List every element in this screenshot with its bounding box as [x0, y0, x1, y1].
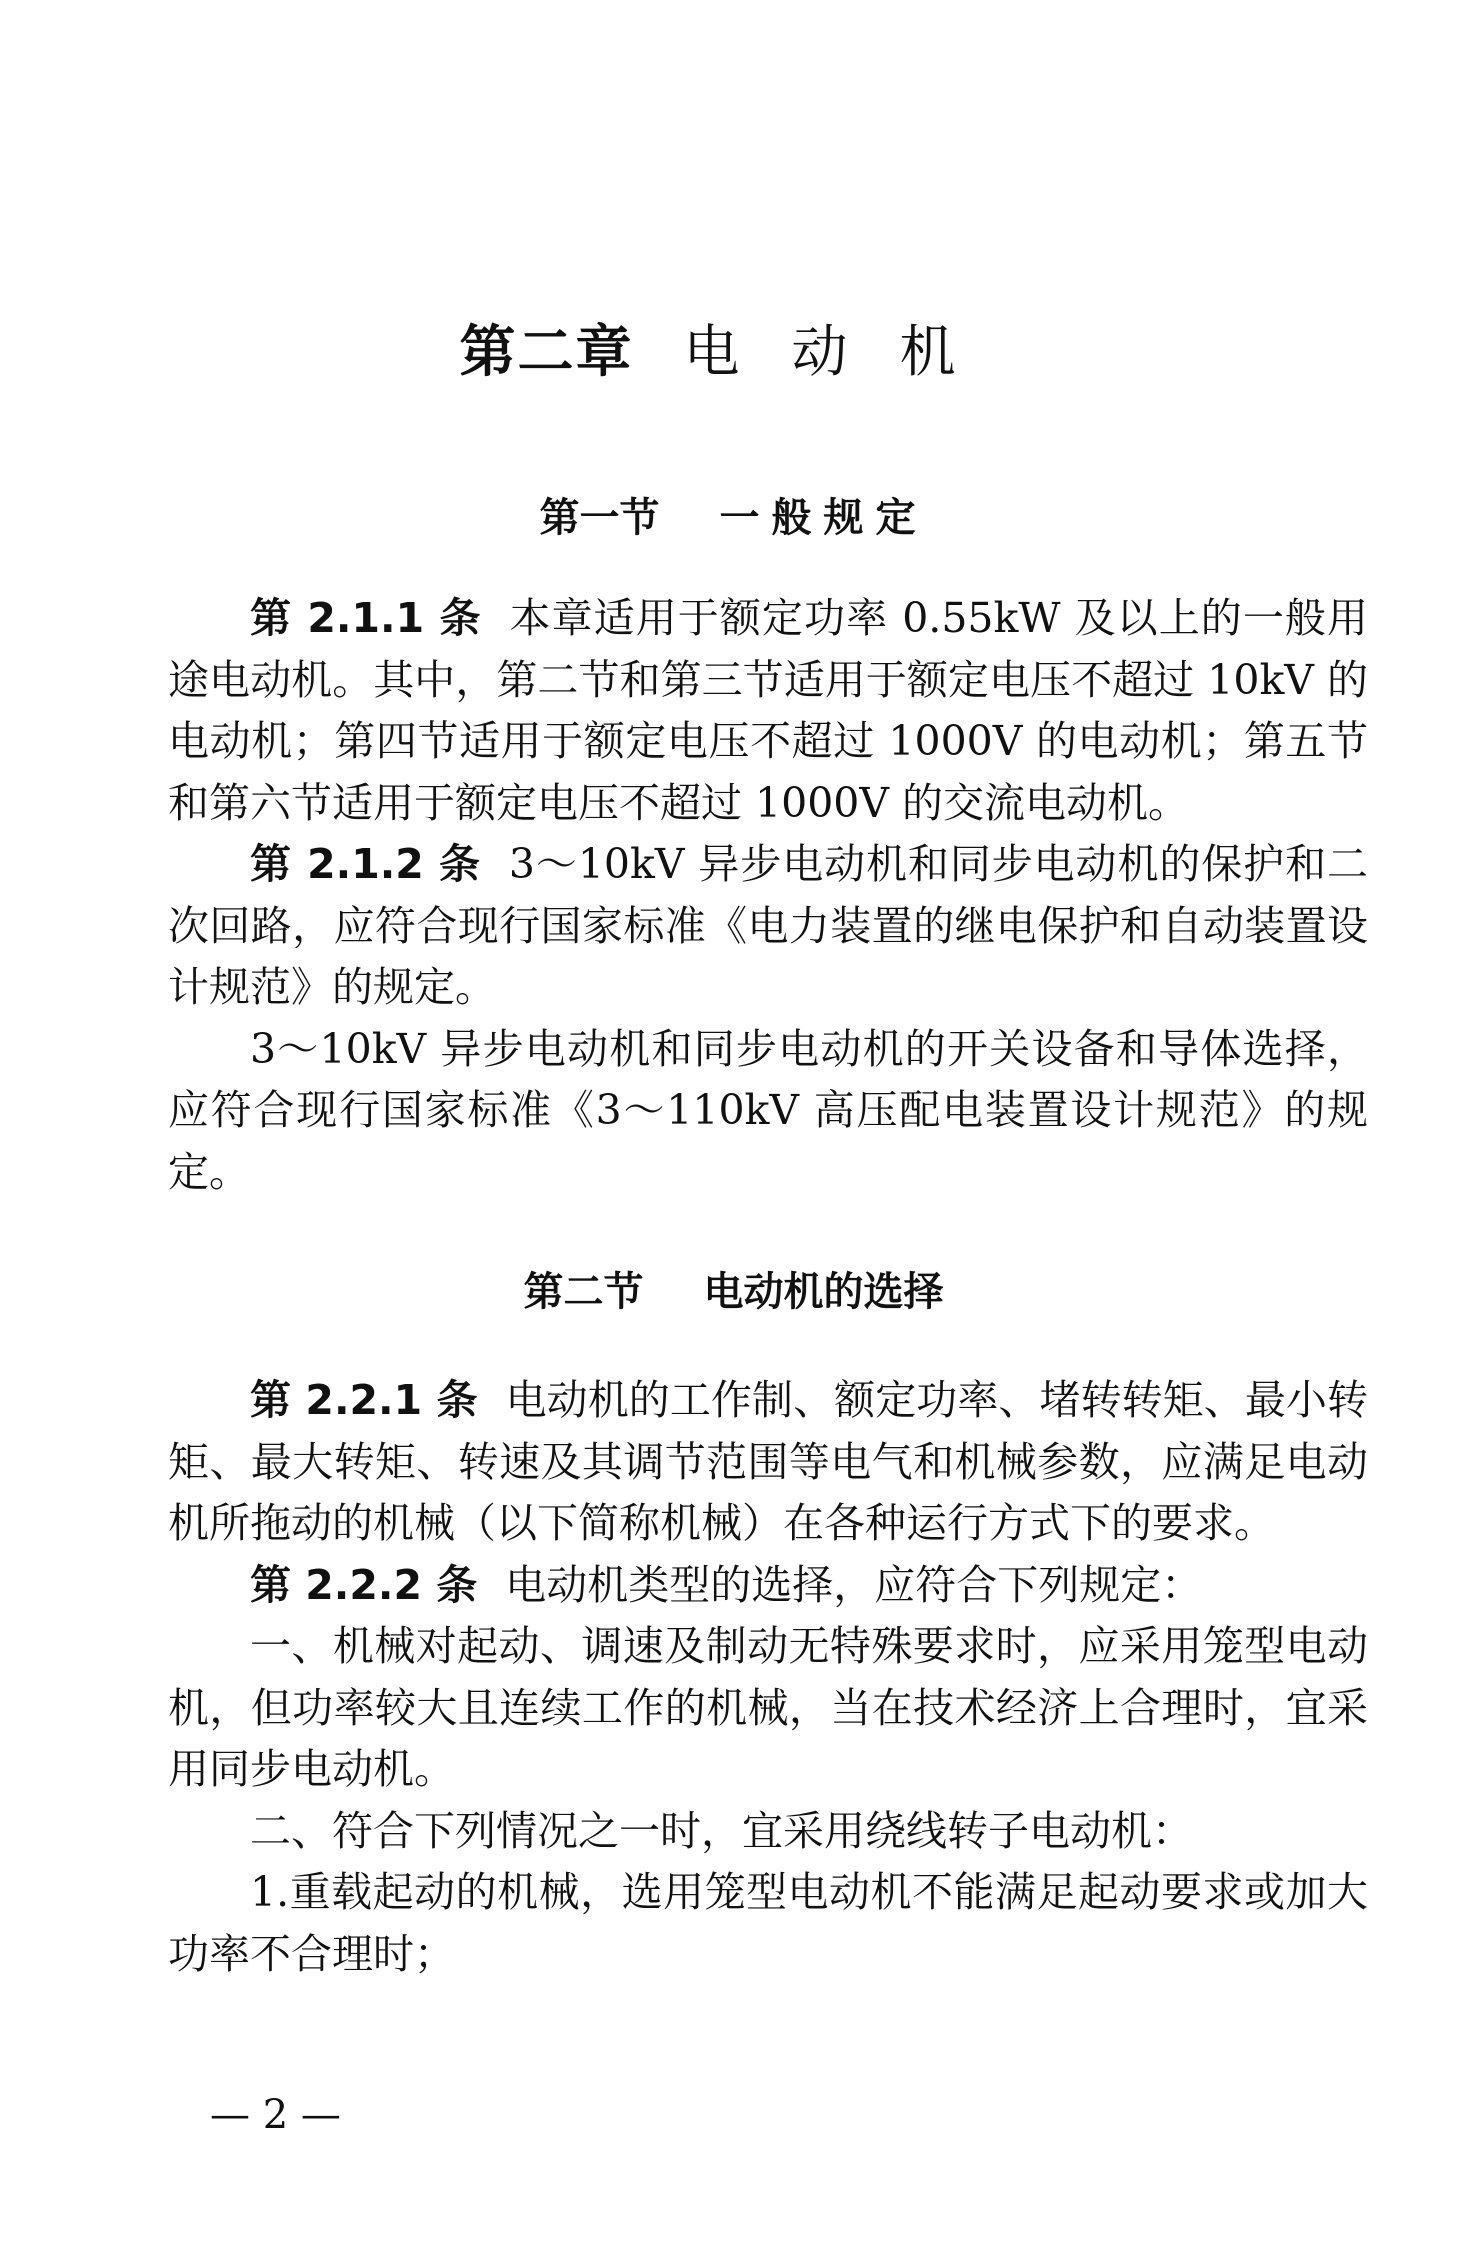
article-2-2-2	[168, 1555, 1368, 1617]
chapter-title	[0, 318, 1467, 388]
article-2-1-1	[168, 588, 1368, 834]
list-item-1: 一、机械对起动、调速及制动无特殊要求时，应采用笼型电动机，但功率较大且连续工作的机械，当在技术经济上合理时，宜采用同步电动机。	[168, 1622, 1368, 1793]
article-2-1-2	[168, 834, 1368, 1019]
list-item-2: 二、符合下列情况之一时，宜采用绕线转子电动机：	[250, 1806, 1193, 1855]
chapter-number: 第二章	[459, 320, 634, 385]
section-gap	[168, 1203, 1368, 1370]
section-name: 电动机的选择	[703, 1269, 944, 1315]
section-title-1	[0, 490, 1467, 546]
article-text: 3～10kV 异步电动机和同步电动机的保护和二次回路，应符合现行国家标准《电力装置的继电保护和自动装置设计规范》的规定。	[168, 840, 1368, 1011]
article-text: 电动机的工作制、额定功率、堵转转矩、最小转矩、最大转矩、转速及其调节范围等电气和机械参数，应满足电动机所拖动的机械（以下简称机械）在各种运行方式下的要求。	[168, 1376, 1368, 1547]
article-label: 第 2.1.1 条	[250, 594, 482, 642]
sub-item-1: 1.重载起动的机械，选用笼型电动机不能满足起动要求或加大功率不合理时；	[168, 1868, 1368, 1978]
section-name: 一般规定	[719, 495, 928, 541]
section-number: 第二节	[523, 1269, 644, 1315]
article-2-2-1	[168, 1370, 1368, 1555]
section-number: 第一节	[539, 495, 660, 541]
article-label: 第 2.2.1 条	[250, 1376, 478, 1424]
article-label: 第 2.1.2 条	[250, 840, 481, 888]
article-2-1-2-para2: 3～10kV 异步电动机和同步电动机的开关设备和导体选择，应符合现行国家标准《3～110kV 高压配电装置设计规范》的规定。	[168, 1024, 1368, 1196]
article-text: 本章适用于额定功率 0.55kW 及以上的一般用途电动机。其中，第二节和第三节适用于额定电压不超过 10kV 的电动机；第四节适用于额定电压不超过 1000V 的电动机；第五节和第六节适用于额定电压不超过 1000V 的交流电动机。	[168, 594, 1368, 827]
article-label: 第 2.2.2 条	[250, 1560, 478, 1609]
page-number: — 2 —	[210, 2092, 341, 2138]
chapter-name: 电动机	[683, 320, 1008, 385]
article-text: 电动机类型的选择，应符合下列规定：	[505, 1560, 1203, 1609]
body-text	[168, 588, 1368, 1985]
